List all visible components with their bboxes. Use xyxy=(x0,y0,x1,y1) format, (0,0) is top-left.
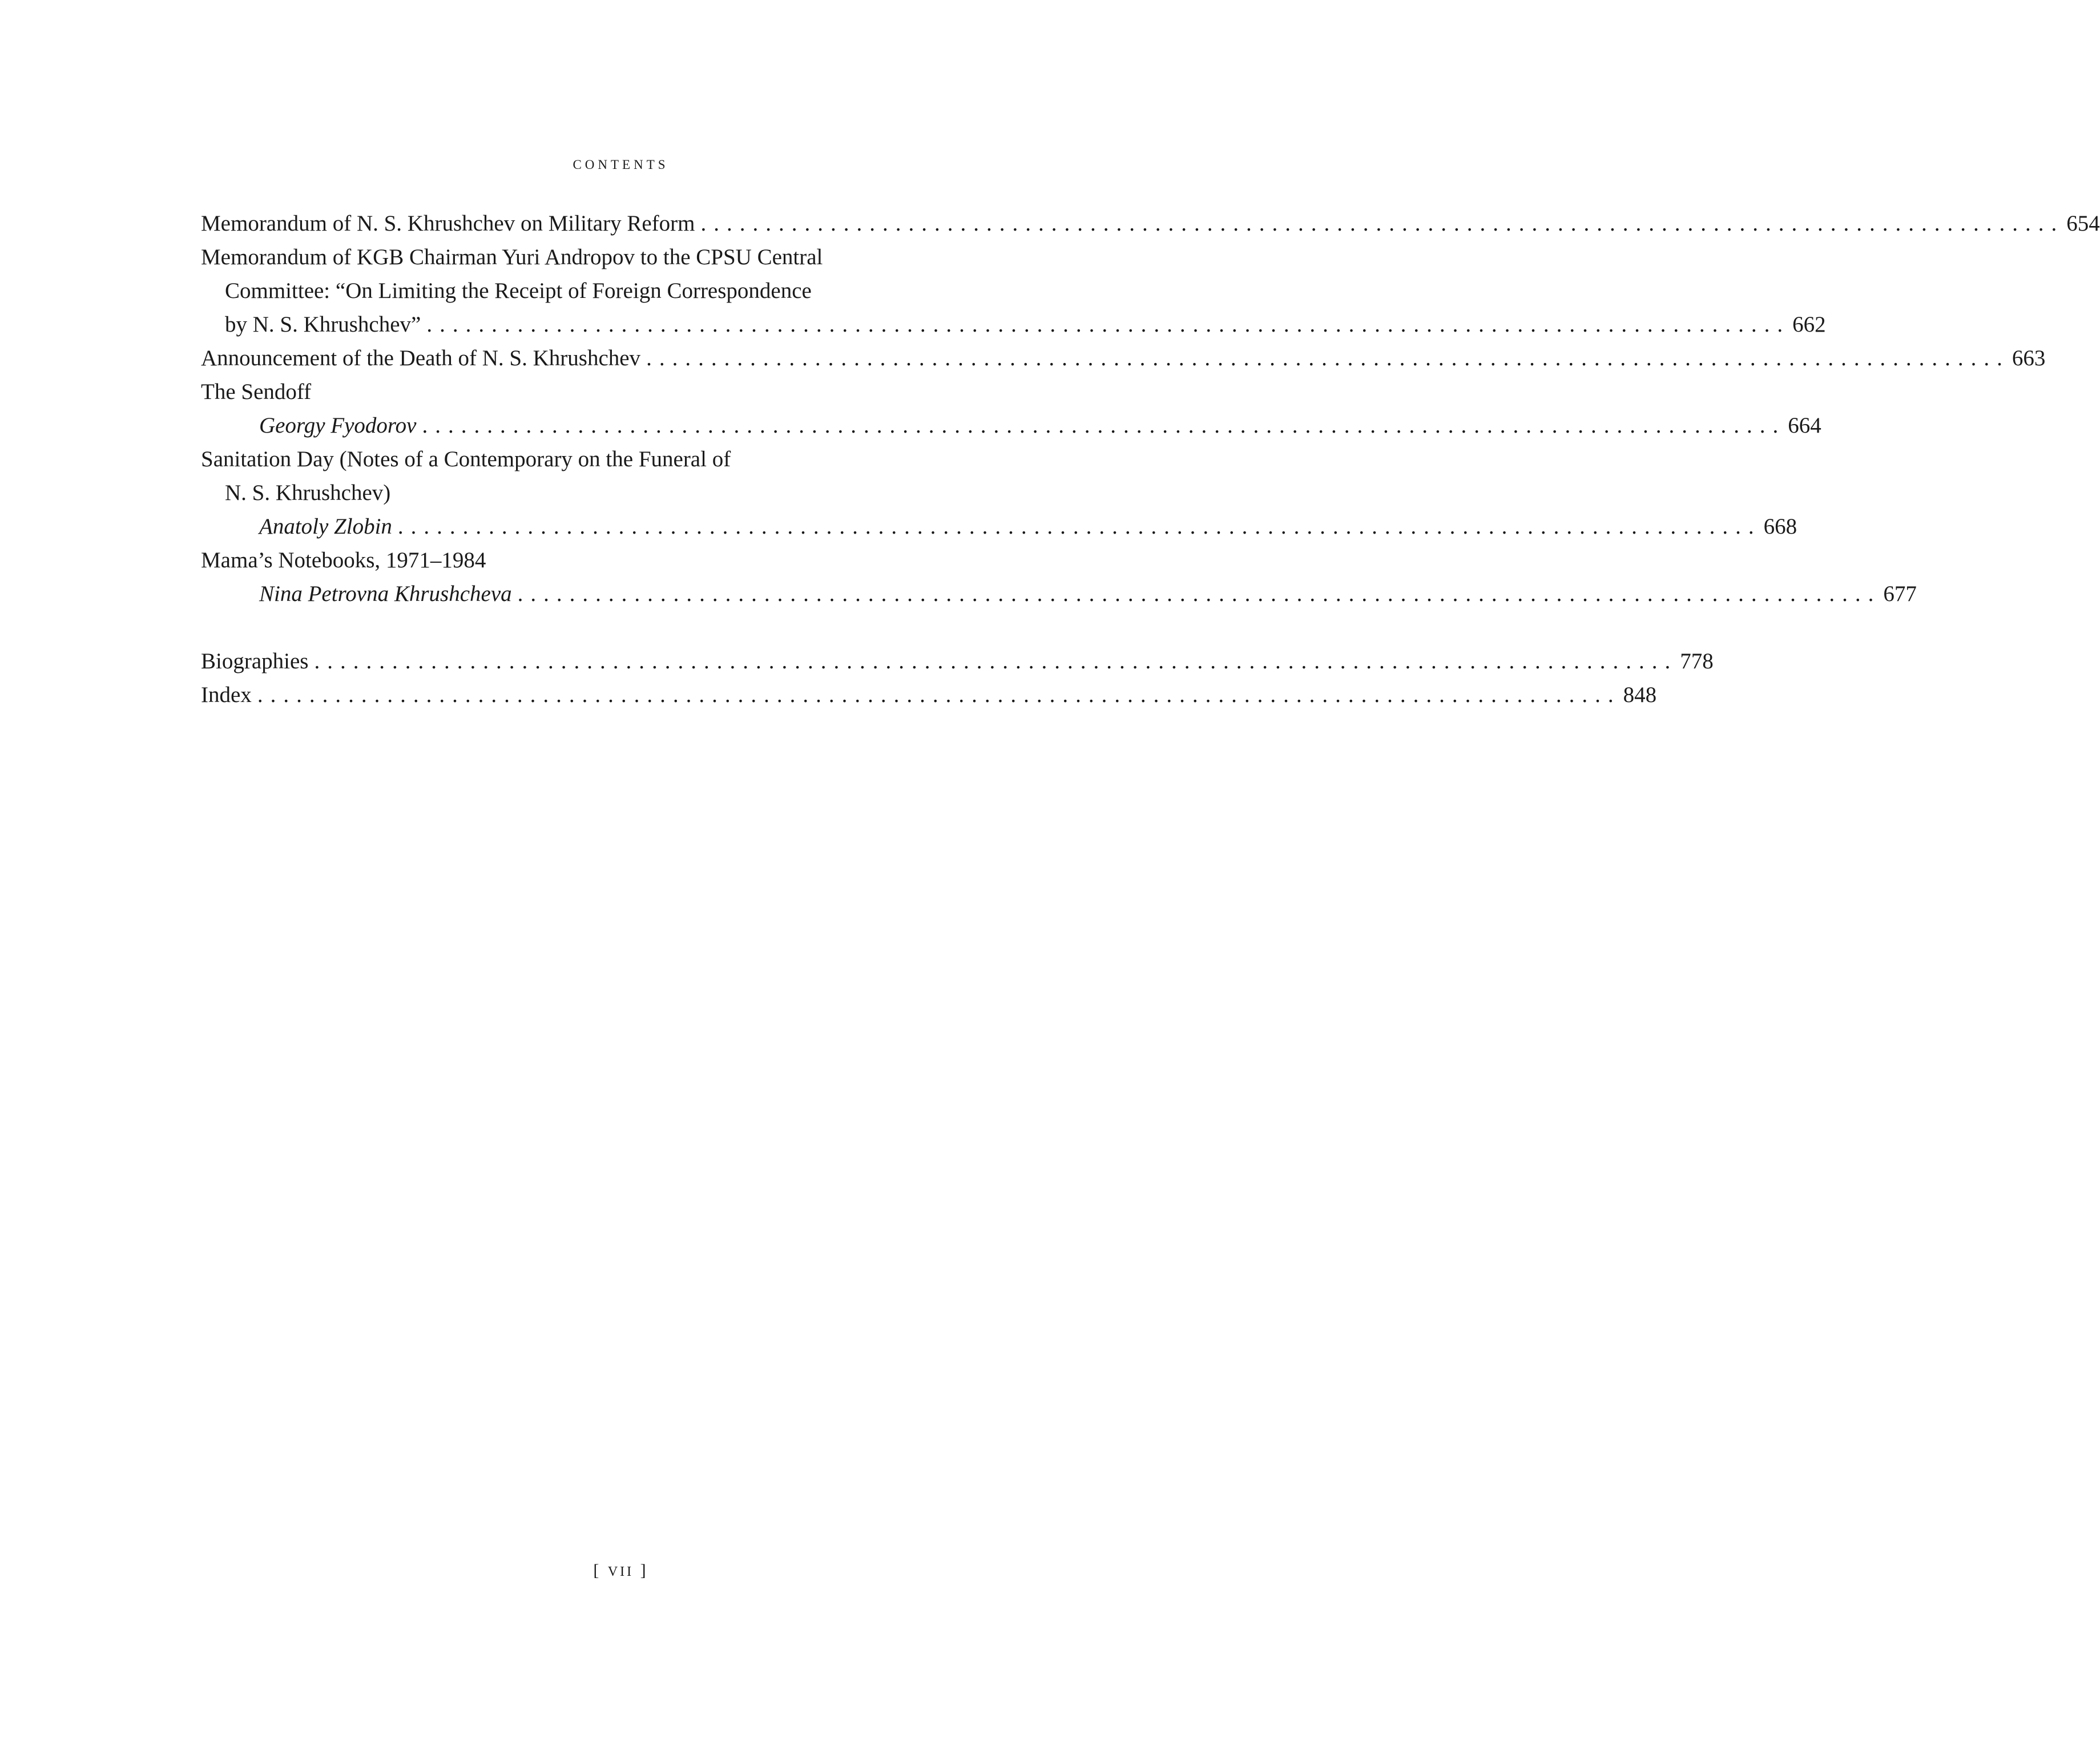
entry-author: Georgy Fyodorov xyxy=(259,413,417,438)
entry-title: Sanitation Day (Notes of a Contemporary on the Funeral of xyxy=(201,447,731,471)
toc-entry-sanitation-day[interactable] xyxy=(201,442,1797,543)
dot-leader: ......................................................................................................... xyxy=(397,514,1762,539)
entry-title: Biographies xyxy=(201,649,309,673)
entry-title: Memorandum of KGB Chairman Yuri Andropov to the CPSU Central xyxy=(201,245,823,269)
dot-leader: ......................................................................................................... xyxy=(517,582,1881,606)
folio-open-bracket: [ xyxy=(593,1561,602,1580)
entry-author: Nina Petrovna Khrushcheva xyxy=(259,582,512,606)
page-number: 664 xyxy=(1788,413,1821,438)
page-number: 662 xyxy=(1792,312,1826,337)
page-number: 654 xyxy=(2066,211,2100,236)
running-head: CONTENTS xyxy=(573,158,669,172)
entry-title-continued: Committee: “On Limiting the Receipt of Foreign Correspondence xyxy=(225,279,812,303)
page-number: 677 xyxy=(1883,582,1917,606)
page-number: 778 xyxy=(1680,649,1714,673)
toc-entry-death-announcement[interactable] xyxy=(201,341,2046,375)
entry-title: Mama’s Notebooks, 1971–1984 xyxy=(201,548,486,572)
entry-title: The Sendoff xyxy=(201,380,312,404)
entry-title: Announcement of the Death of N. S. Khrushchev xyxy=(201,346,641,370)
page-number: 848 xyxy=(1623,683,1657,707)
entry-title: Memorandum of N. S. Khrushchev on Military Reform xyxy=(201,211,695,236)
toc-entry-the-sendoff[interactable] xyxy=(201,375,1821,442)
folio-close-bracket: ] xyxy=(640,1561,648,1580)
toc-entry-andropov-memorandum[interactable] xyxy=(201,240,1826,341)
entry-author: Anatoly Zlobin xyxy=(259,514,392,539)
toc-entry-mamas-notebooks[interactable] xyxy=(201,543,1917,611)
page-number: 668 xyxy=(1763,514,1797,539)
section-gap xyxy=(201,611,1001,644)
folio-number: VII xyxy=(607,1564,634,1579)
dot-leader: ......................................................................................................... xyxy=(426,312,1791,337)
entry-title-continued: by N. S. Khrushchev” xyxy=(225,312,421,337)
dot-leader: ......................................................................................................... xyxy=(700,211,2065,236)
toc-entry-biographies[interactable] xyxy=(201,644,1714,678)
page-folio xyxy=(0,1561,1242,1580)
toc-entry-military-reform[interactable] xyxy=(201,207,2100,240)
dot-leader: ......................................................................................................... xyxy=(646,346,2010,370)
table-of-contents xyxy=(201,207,2100,712)
dot-leader: ......................................................................................................... xyxy=(257,683,1621,707)
page-number: 663 xyxy=(2012,346,2046,370)
toc-entry-index[interactable] xyxy=(201,678,1657,712)
entry-title: Index xyxy=(201,683,252,707)
dot-leader: ......................................................................................................... xyxy=(422,413,1786,438)
dot-leader: ......................................................................................................... xyxy=(314,649,1678,673)
entry-title-continued: N. S. Khrushchev) xyxy=(225,481,391,505)
